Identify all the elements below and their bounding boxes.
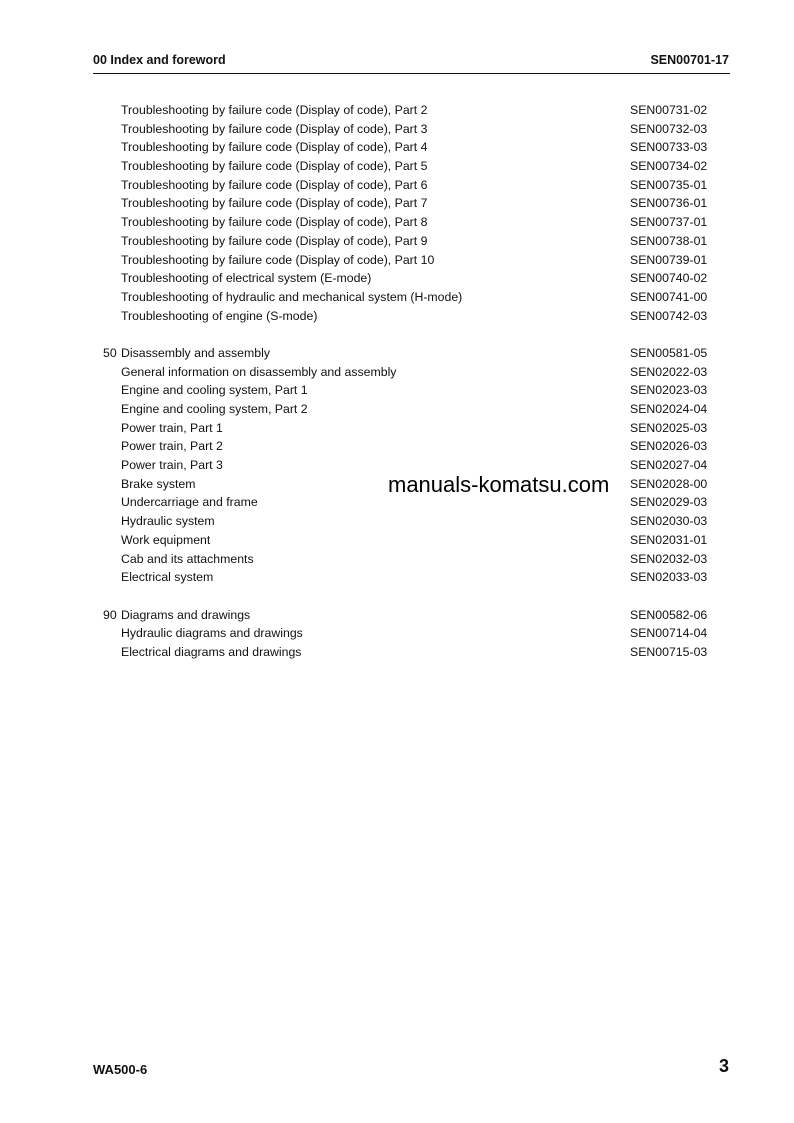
toc-entry-title: Hydraulic system: [121, 514, 215, 529]
toc-entry[interactable]: [93, 194, 715, 213]
toc-entry-title: Troubleshooting of engine (S-mode): [121, 308, 318, 323]
toc-entry[interactable]: [93, 624, 715, 643]
toc-entry-code: SEN00740-02: [630, 271, 708, 286]
section-spacer: [93, 587, 715, 606]
toc-entry[interactable]: [93, 419, 715, 438]
toc-entry[interactable]: [93, 307, 715, 326]
toc-entry-title: Cab and its attachments: [121, 551, 254, 566]
toc-entry-code: SEN02031-01: [630, 532, 708, 547]
toc-entry-title: Troubleshooting by failure code (Display of code), Part 6: [121, 177, 428, 192]
toc-entry[interactable]: [93, 512, 715, 531]
toc-section-heading[interactable]: [93, 344, 715, 363]
toc-entry-title: Power train, Part 3: [121, 458, 223, 473]
toc-entry-code: SEN02022-03: [630, 364, 708, 379]
running-header-title: 00 Index and foreword: [93, 53, 226, 67]
toc-entry-title: Brake system: [121, 476, 196, 491]
toc-entry-title: Power train, Part 1: [121, 420, 223, 435]
toc-entry-title: Troubleshooting by failure code (Display of code), Part 3: [121, 121, 428, 136]
toc-entry-code: SEN00736-01: [630, 196, 708, 211]
toc-entry-title: Troubleshooting of hydraulic and mechanical system (H-mode): [121, 289, 463, 304]
toc-entry[interactable]: [93, 213, 715, 232]
toc-entry-title: Troubleshooting by failure code (Display of code), Part 7: [121, 196, 428, 211]
toc-entry[interactable]: [93, 176, 715, 195]
toc-entry-title: Work equipment: [121, 532, 211, 547]
table-of-contents: [93, 101, 715, 662]
toc-entry-title: Engine and cooling system, Part 1: [121, 383, 308, 398]
toc-entry-code: SEN00714-04: [630, 626, 708, 641]
toc-entry-code: SEN02023-03: [630, 383, 708, 398]
toc-entry-title: Electrical diagrams and drawings: [121, 644, 302, 659]
toc-section-code: SEN00581-05: [630, 345, 708, 360]
page-number: 3: [718, 1056, 729, 1076]
toc-entry-code: SEN02033-03: [630, 570, 708, 585]
toc-entry-code: SEN02027-04: [630, 458, 708, 473]
toc-entry-code: SEN00739-01: [630, 252, 708, 267]
toc-entry[interactable]: [93, 400, 715, 419]
toc-entry[interactable]: [93, 120, 715, 139]
section-spacer: [93, 325, 715, 344]
toc-entry-title: Troubleshooting by failure code (Display of code), Part 4: [121, 140, 428, 155]
toc-entry-code: SEN00734-02: [630, 159, 708, 174]
toc-entry-code: SEN02029-03: [630, 495, 708, 510]
toc-section-number: 50: [103, 345, 117, 360]
toc-entry-code: SEN00738-01: [630, 233, 708, 248]
toc-entry-title: Electrical system: [121, 570, 214, 585]
running-header-doc-code: SEN00701-17: [650, 53, 729, 67]
toc-entry-code: SEN00732-03: [630, 121, 708, 136]
toc-entry-title: Troubleshooting of electrical system (E-mode): [121, 271, 372, 286]
toc-entry-title: General information on disassembly and assembly: [121, 364, 397, 379]
toc-entry-title: Troubleshooting by failure code (Display of code), Part 2: [121, 103, 428, 117]
toc-entry-code: SEN00742-03: [630, 308, 708, 323]
toc-entry-code: SEN00733-03: [630, 140, 708, 155]
toc-section-number: 90: [103, 607, 117, 622]
toc-section-title: Disassembly and assembly: [121, 345, 270, 360]
toc-entry-title: Troubleshooting by failure code (Display of code), Part 10: [121, 252, 435, 267]
toc-entry-title: Troubleshooting by failure code (Display of code), Part 9: [121, 233, 428, 248]
toc-entry[interactable]: [93, 232, 715, 251]
toc-entry[interactable]: [93, 437, 715, 456]
toc-section-code: SEN00582-06: [630, 607, 708, 622]
toc-entry-code: SEN00741-00: [630, 289, 708, 304]
toc-entry-code: SEN02024-04: [630, 402, 708, 416]
toc-entry-title: Undercarriage and frame: [121, 495, 258, 510]
toc-entry-code: SEN00731-02: [630, 103, 708, 117]
toc-entry[interactable]: [93, 550, 715, 569]
toc-entry-title: Troubleshooting by failure code (Display of code), Part 8: [121, 215, 428, 230]
toc-entry[interactable]: [93, 251, 715, 270]
toc-entry-code: SEN02025-03: [630, 420, 708, 435]
toc-entry[interactable]: [93, 643, 715, 662]
toc-entry-code: SEN02030-03: [630, 514, 708, 529]
toc-entry[interactable]: [93, 531, 715, 550]
toc-entry-code: SEN02032-03: [630, 551, 708, 566]
toc-entry[interactable]: [93, 288, 715, 307]
toc-entry[interactable]: [93, 363, 715, 382]
toc-entry[interactable]: [93, 157, 715, 176]
toc-entry-title: Hydraulic diagrams and drawings: [121, 626, 303, 641]
toc-entry-code: SEN00735-01: [630, 177, 708, 192]
watermark-text: manuals-komatsu.com: [388, 472, 610, 497]
toc-entry-title: Troubleshooting by failure code (Display of code), Part 5: [121, 159, 428, 174]
toc-entry-title: Power train, Part 2: [121, 439, 223, 454]
toc-entry[interactable]: [93, 101, 715, 120]
toc-entry-code: SEN00737-01: [630, 215, 708, 230]
toc-entry-title: Engine and cooling system, Part 2: [121, 402, 308, 416]
toc-entry-code: SEN02028-00: [630, 476, 708, 491]
toc-entry[interactable]: [93, 138, 715, 157]
toc-section-title: Diagrams and drawings: [121, 607, 251, 622]
header-divider: [93, 73, 730, 74]
toc-entry-code: SEN00715-03: [630, 644, 708, 659]
toc-entry[interactable]: [93, 269, 715, 288]
toc-section-heading[interactable]: [93, 606, 715, 625]
toc-entry-code: SEN02026-03: [630, 439, 708, 454]
toc-entry[interactable]: [93, 381, 715, 400]
footer-model: WA500-6: [93, 1062, 148, 1077]
toc-entry[interactable]: [93, 568, 715, 587]
